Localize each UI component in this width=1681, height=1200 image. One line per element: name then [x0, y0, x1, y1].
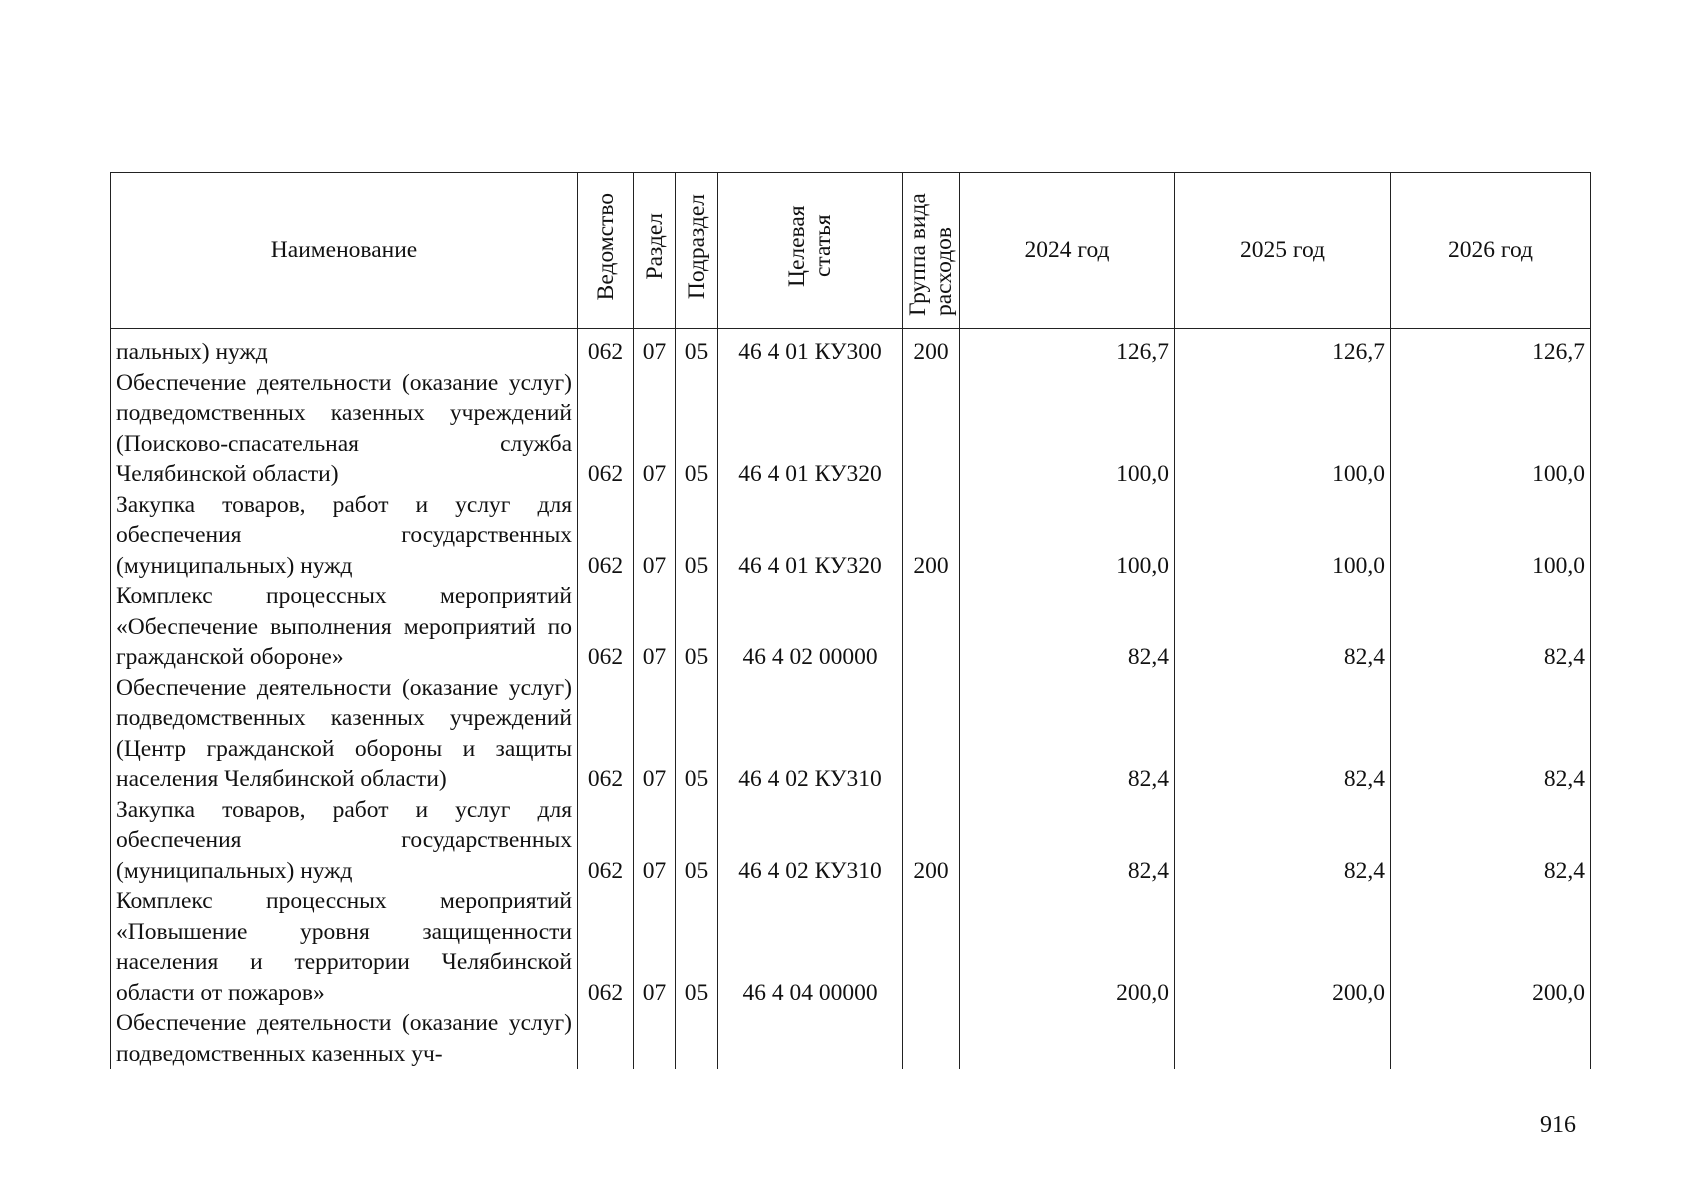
row-2026: 200,0 [1391, 886, 1591, 1008]
row-subsection: 05 [676, 368, 718, 490]
row-subsection: 05 [676, 329, 718, 368]
row-dept: 062 [578, 490, 634, 582]
table-row [111, 795, 1591, 887]
row-name: Закупка товаров, работ и услуг для обеспечения государственных (муниципальных) нужд [111, 795, 578, 887]
header-group: Группа вида расходов [903, 173, 960, 329]
table-row [111, 673, 1591, 795]
table-row [111, 886, 1591, 1008]
row-2025: 82,4 [1175, 673, 1391, 795]
row-target: 46 4 02 КУ310 [718, 673, 903, 795]
row-2026: 82,4 [1391, 795, 1591, 887]
row-group [903, 368, 960, 490]
header-target: Целевая статья [718, 173, 903, 329]
row-2024: 82,4 [960, 581, 1175, 673]
row-name: Обеспечение деятельности (оказание услуг) подведомственных казенных уч- [111, 1008, 578, 1069]
row-target: 46 4 01 КУ300 [718, 329, 903, 368]
row-subsection: 05 [676, 886, 718, 1008]
row-name: Комплекс процессных мероприятий «Обеспечение выполнения мероприятий по гражданской обороне» [111, 581, 578, 673]
row-name: Комплекс процессных мероприятий «Повышение уровня защищенности населения и территории Челябинской области от пожаров» [111, 886, 578, 1008]
row-section: 07 [634, 886, 676, 1008]
row-2026: 82,4 [1391, 581, 1591, 673]
table-row [111, 581, 1591, 673]
row-2026: 82,4 [1391, 673, 1591, 795]
row-dept: 062 [578, 673, 634, 795]
row-section: 07 [634, 490, 676, 582]
row-group [903, 886, 960, 1008]
row-2026: 100,0 [1391, 490, 1591, 582]
row-section: 07 [634, 673, 676, 795]
row-name: Закупка товаров, работ и услуг для обеспечения государственных (муниципальных) нужд [111, 490, 578, 582]
row-2025: 126,7 [1175, 329, 1391, 368]
row-group: 200 [903, 795, 960, 887]
header-row [111, 173, 1591, 329]
page-number: 916 [1540, 1112, 1576, 1138]
header-subsection: Подраздел [676, 173, 718, 329]
row-2024: 100,0 [960, 368, 1175, 490]
row-target: 46 4 02 КУ310 [718, 795, 903, 887]
row-2026: 126,7 [1391, 329, 1591, 368]
row-section: 07 [634, 368, 676, 490]
table-row-partial [111, 1008, 1591, 1069]
table-row [111, 490, 1591, 582]
header-dept: Ведомство [578, 173, 634, 329]
row-2024: 82,4 [960, 795, 1175, 887]
row-group: 200 [903, 329, 960, 368]
row-2024: 100,0 [960, 490, 1175, 582]
row-dept: 062 [578, 581, 634, 673]
table-row [111, 368, 1591, 490]
budget-table [110, 172, 1591, 1069]
row-2024: 200,0 [960, 886, 1175, 1008]
row-group: 200 [903, 490, 960, 582]
row-subsection: 05 [676, 490, 718, 582]
row-name: Обеспечение деятельности (оказание услуг) подведомственных казенных учреждений (Поисково-спасательная служба Челябинской области) [111, 368, 578, 490]
row-2025: 100,0 [1175, 490, 1391, 582]
row-group [903, 581, 960, 673]
header-2025: 2025 год [1175, 173, 1391, 329]
row-target: 46 4 01 КУ320 [718, 490, 903, 582]
header-2024: 2024 год [960, 173, 1175, 329]
row-subsection: 05 [676, 673, 718, 795]
row-section: 07 [634, 795, 676, 887]
row-target: 46 4 02 00000 [718, 581, 903, 673]
row-name: пальных) нужд [111, 329, 578, 368]
row-dept: 062 [578, 368, 634, 490]
header-name: Наименование [111, 173, 578, 329]
row-2024: 82,4 [960, 673, 1175, 795]
row-2024: 126,7 [960, 329, 1175, 368]
row-subsection: 05 [676, 581, 718, 673]
row-dept: 062 [578, 795, 634, 887]
row-name: Обеспечение деятельности (оказание услуг) подведомственных казенных учреждений (Центр гражданской обороны и защиты населения Челябинской области) [111, 673, 578, 795]
row-target: 46 4 04 00000 [718, 886, 903, 1008]
row-2026: 100,0 [1391, 368, 1591, 490]
row-subsection: 05 [676, 795, 718, 887]
row-dept: 062 [578, 329, 634, 368]
row-2025: 82,4 [1175, 581, 1391, 673]
row-2025: 200,0 [1175, 886, 1391, 1008]
row-target: 46 4 01 КУ320 [718, 368, 903, 490]
row-2025: 82,4 [1175, 795, 1391, 887]
row-2025: 100,0 [1175, 368, 1391, 490]
row-section: 07 [634, 329, 676, 368]
header-2026: 2026 год [1391, 173, 1591, 329]
table-row [111, 329, 1591, 368]
header-section: Раздел [634, 173, 676, 329]
row-section: 07 [634, 581, 676, 673]
row-dept: 062 [578, 886, 634, 1008]
row-group [903, 673, 960, 795]
